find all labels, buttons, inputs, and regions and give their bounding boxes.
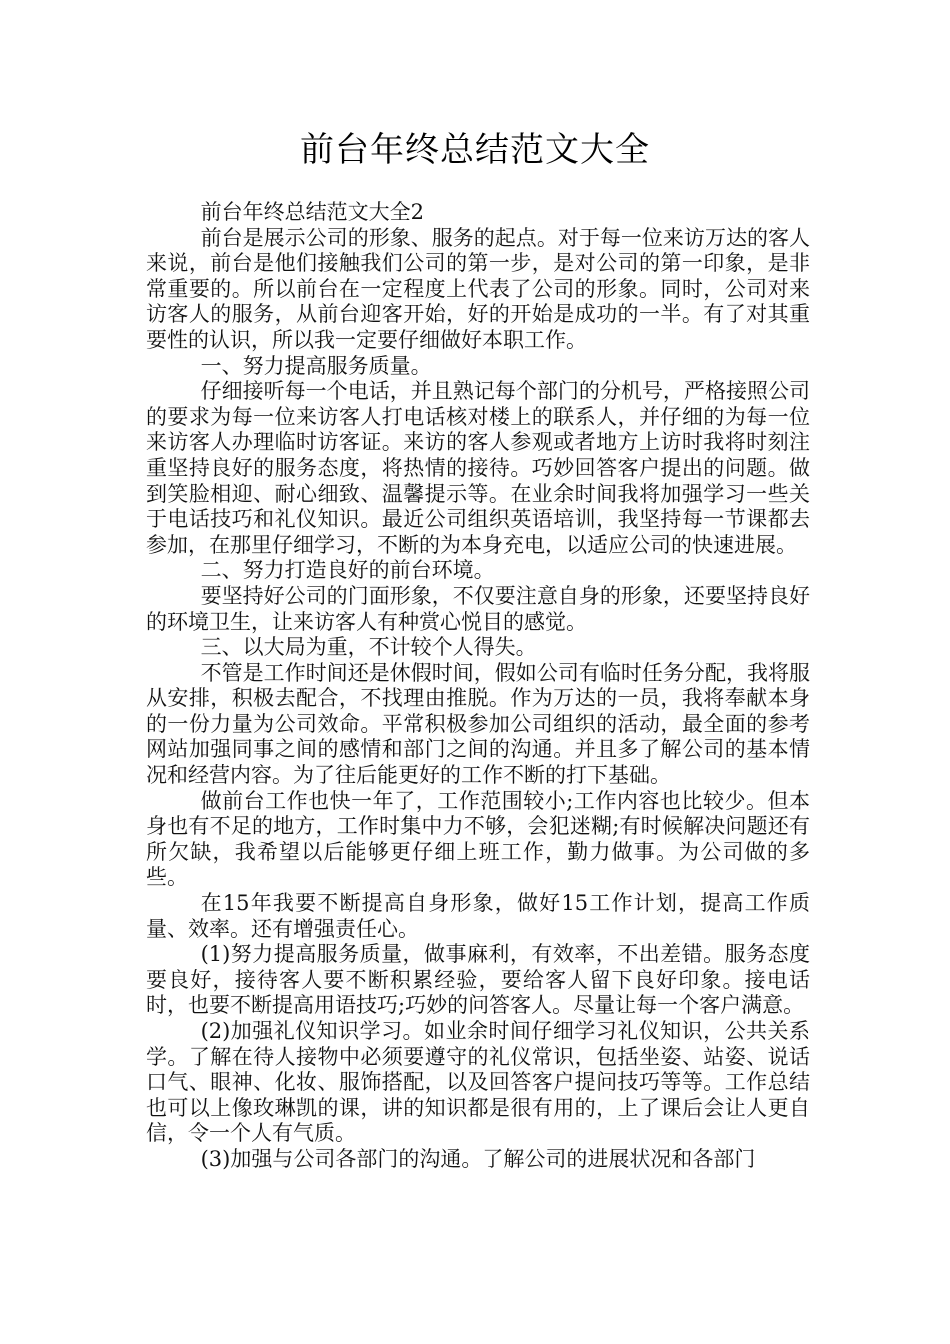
section-heading: 二、努力打造良好的前台环境。: [200, 558, 495, 583]
list-item: (1)努力提高服务质量，做事麻利，有效率，不出差错。服务态度要良好，接待客人要不断积累经验，要给客人留下良好印象。接电话时，也要不断提高用语技巧;巧妙的问答客人。尽量让每一个客户满意。: [146, 942, 810, 1018]
paragraph: 前台是展示公司的形象、服务的起点。对于每一位来访万达的客人来说，前台是他们接触我们公司的第一步，是对公司的第一印象，是非常重要的。所以前台在一定程度上代表了公司的形象。同时，公司对来访客人的服务，从前台迎客开始，好的开始是成功的一半。有了对其重要性的认识，所以我一定要仔细做好本职工作。: [146, 225, 810, 352]
list-item: (2)加强礼仪知识学习。如业余时间仔细学习礼仪知识，公共关系学。了解在待人接物中必须要遵守的礼仪常识，包括坐姿、站姿、说话口气、眼神、化妆、服饰搭配，以及回答客户提问技巧等等。工作总结也可以上像玫琳凯的课，讲的知识都是很有用的，上了课后会让人更自信，令一个人有气质。: [146, 1019, 810, 1146]
document-body: [146, 200, 810, 1173]
paragraph: 不管是工作时间还是休假时间，假如公司有临时任务分配，我将服从安排，积极去配合，不找理由推脱。作为万达的一员，我将奉献本身的一份力量为公司效命。平常积极参加公司组织的活动，最全面的参考网站加强同事之间的感情和部门之间的沟通。并且多了解公司的基本情况和经营内容。为了往后能更好的工作不断的打下基础。: [146, 660, 810, 788]
section-heading: 一、努力提高服务质量。: [200, 353, 432, 378]
paragraph-subtitle: 前台年终总结范文大全2: [200, 200, 424, 224]
list-item: (3)加强与公司各部门的沟通。了解公司的进展状况和各部门: [200, 1146, 756, 1171]
paragraph: 做前台工作也快一年了，工作范围较小;工作内容也比较少。但本身也有不足的地方，工作时集中力不够，会犯迷糊;有时候解决问题还有所欠缺，我希望以后能够更仔细上班工作，勤力做事。为公司做的多些。: [146, 788, 810, 890]
section-heading: 三、以大局为重，不计较个人得失。: [200, 635, 537, 660]
paragraph: 仔细接听每一个电话，并且熟记每个部门的分机号，严格接照公司的要求为每一位来访客人打电话核对楼上的联系人，并仔细的为每一位来访客人办理临时访客证。来访的客人参观或者地方上访时我将时刻注重坚持良好的服务态度，将热情的接待。巧妙回答客户提出的问题。做到笑脸相迎、耐心细致、温馨提示等。在业余时间我将加强学习一些关于电话技巧和礼仪知识。最近公司组织英语培训，我坚持每一节课都去参加，在那里仔细学习，不断的为本身充电，以适应公司的快速进展。: [146, 379, 810, 557]
document-title: 前台年终总结范文大全: [300, 130, 650, 170]
paragraph: 要坚持好公司的门面形象，不仅要注意自身的形象，还要坚持良好的环境卫生，让来访客人有种赏心悦目的感觉。: [146, 583, 810, 634]
paragraph: 在15年我要不断提高自身形象，做好15工作计划，提高工作质量、效率。还有增强责任心。: [146, 891, 810, 941]
